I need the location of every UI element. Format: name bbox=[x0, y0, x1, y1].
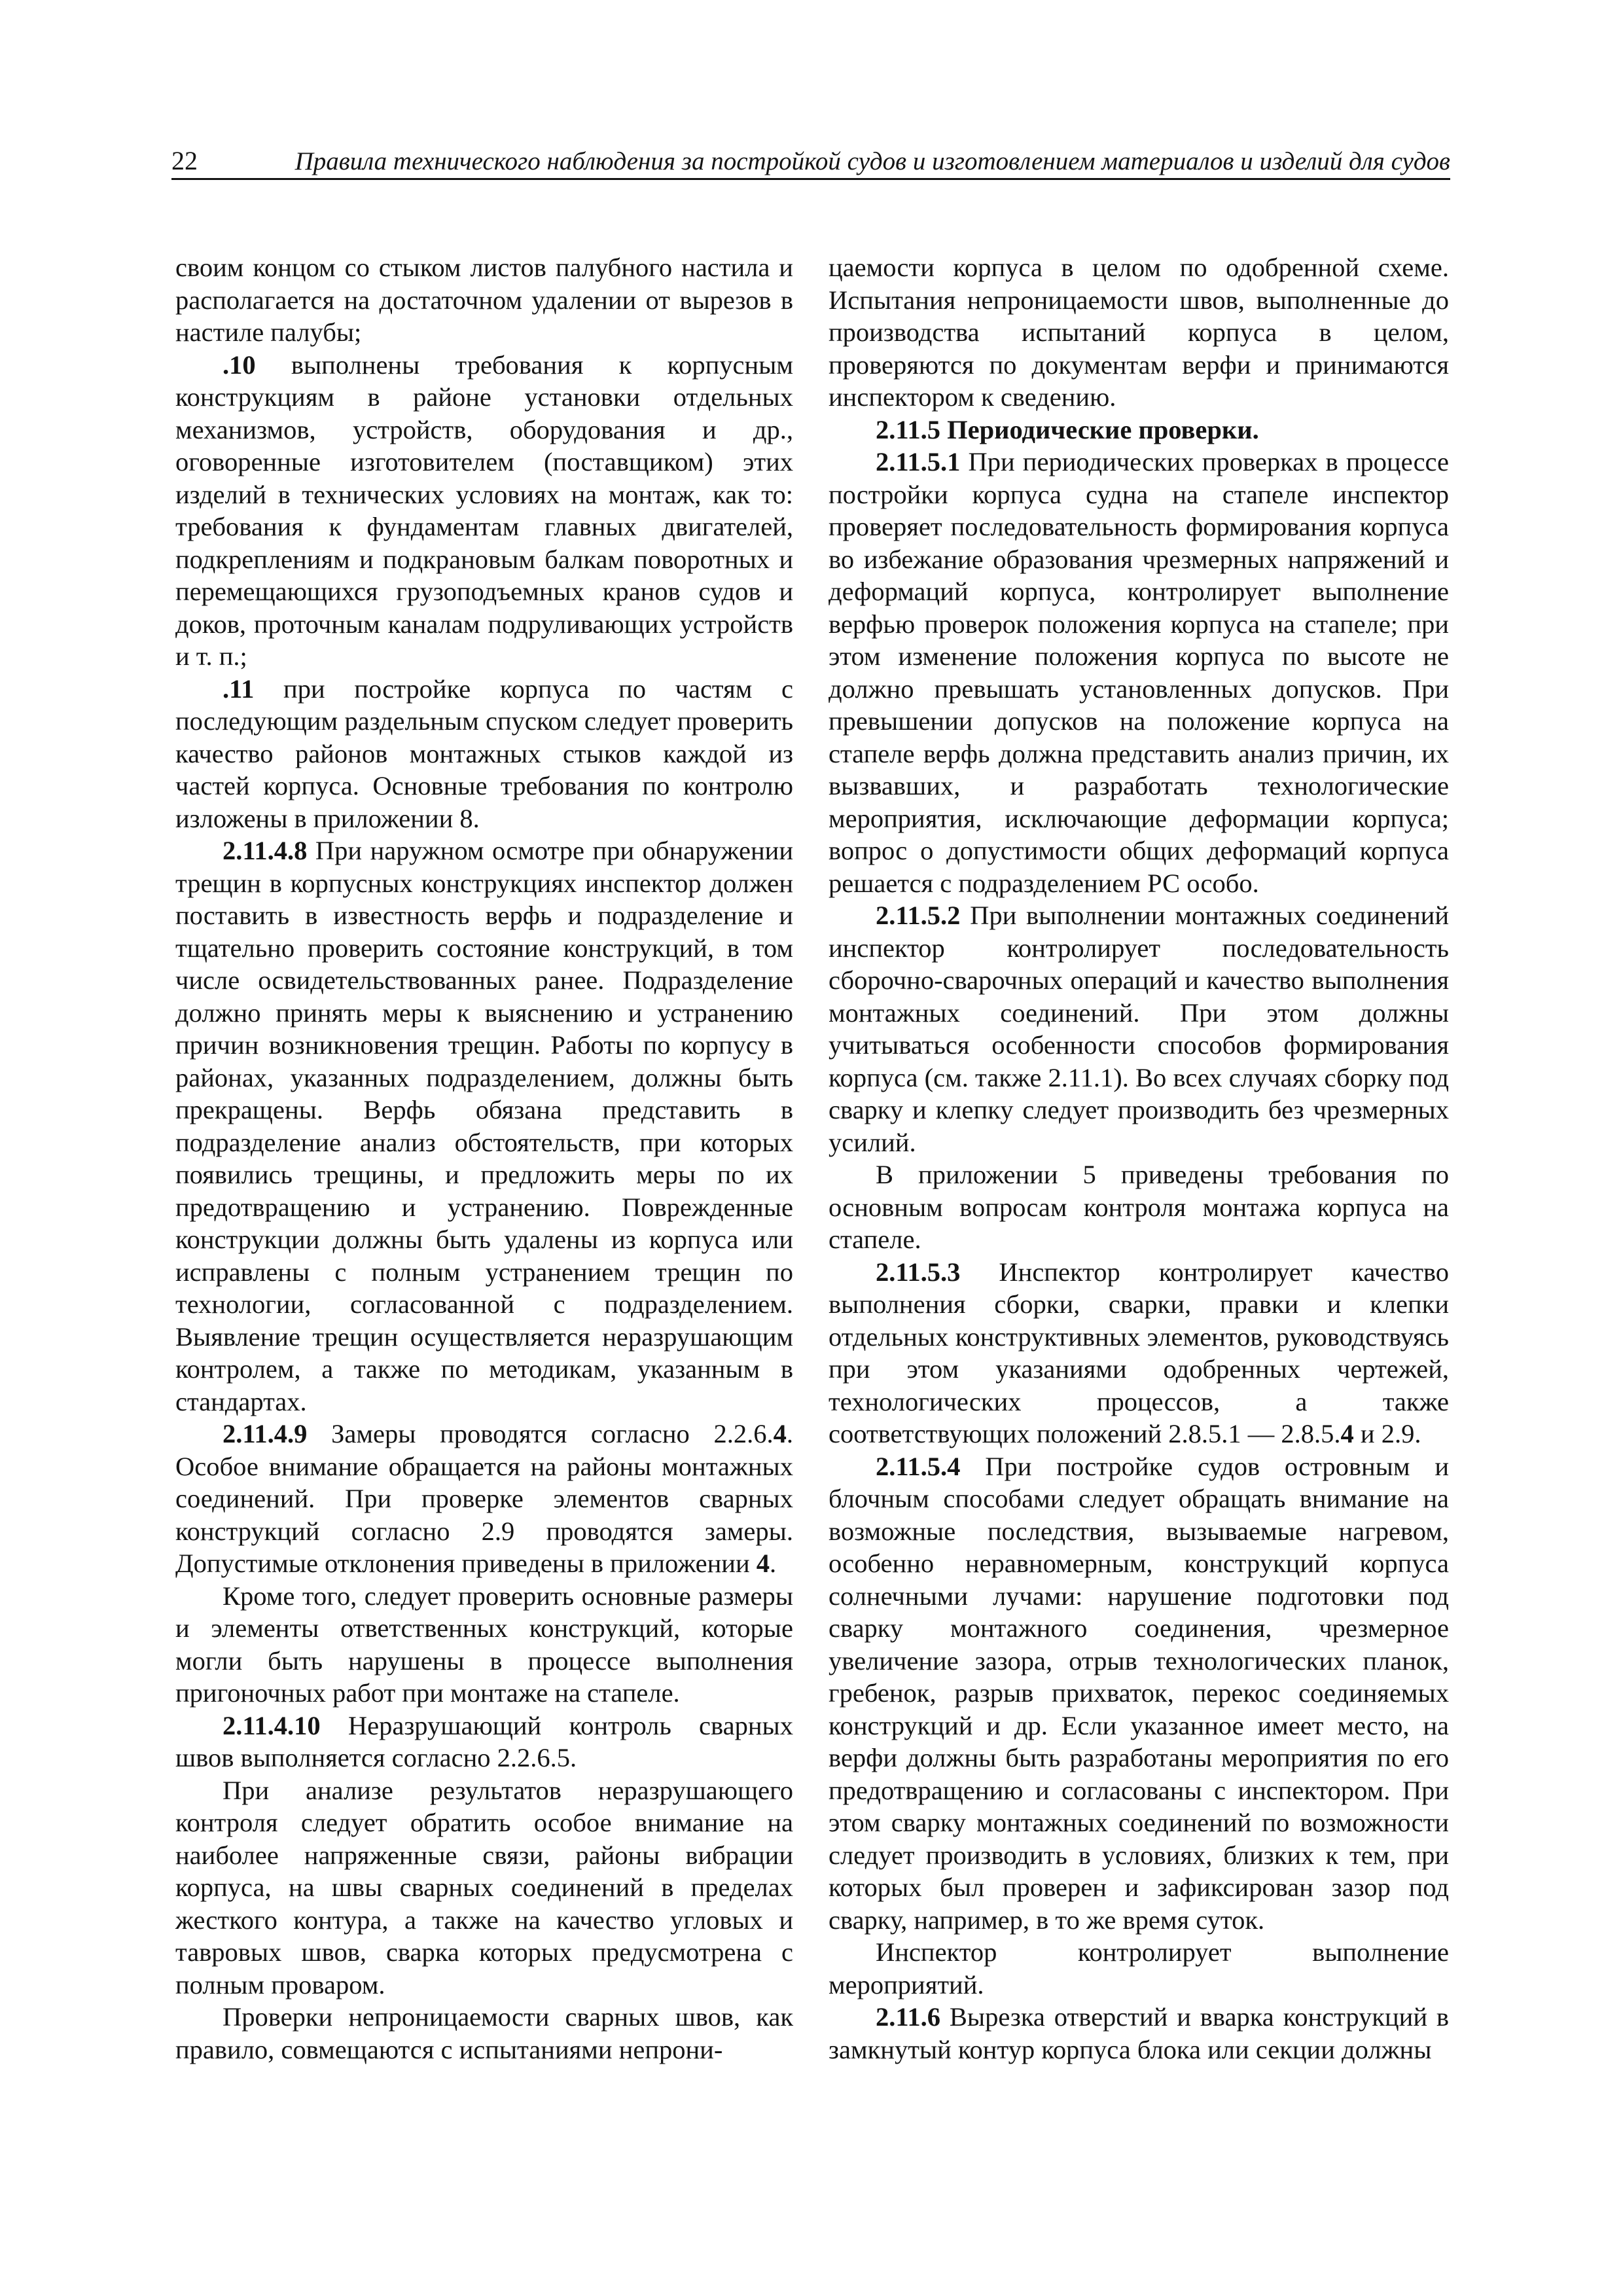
paragraph-2-11-5-4: 2.11.5.4 При постройке судов островным и блочным способами следует обращать внимание на возможные последствия, вызываемые нагревом, особенно неравномерным, конструкций корпуса солнечными лучами: нарушение подготовки под сварку монтажного соединения, чрезмерное увеличение зазора, отрыв технологических планок, гребенок, разрыв прихваток, перекос соединяемых конструкций и др. Если указанное имеет место, на верфи должны быть разработаны мероприятия по его предотвращению и согласованы с инспектором. При этом сварку монтажных соединений по возможности следует производить в условиях, близких к тем, при которых был проверен и зафиксирован зазор под сварку, например, в то же время суток. bbox=[829, 1451, 1449, 1935]
right-column bbox=[829, 251, 1449, 2066]
paragraph-continuation: своим концом со стыком листов палубного настила и располагается на достаточном удалении от вырезов в настиле палубы; bbox=[175, 253, 793, 347]
page-number: 22 bbox=[171, 146, 198, 175]
paragraph-2-11-6: 2.11.6 Вырезка отверстий и вварка конструкций в замкнутый контур корпуса блока или секции должны bbox=[829, 2002, 1449, 2064]
paragraph: Кроме того, следует проверить основные размеры и элементы ответственных конструкций, которые могли быть нарушены в процессе выполнения пригоночных работ при монтаже на стапеле. bbox=[175, 1581, 793, 1708]
section-heading-2-11-5: 2.11.5 Периодические проверки. bbox=[876, 414, 1259, 444]
paragraph-2-11-5-3: 2.11.5.3 Инспектор контролирует качество выполнения сборки, сварки, правки и клепки отдельных конструктивных элементов, руководствуясь при этом указаниями одобренных чертежей, технологических процессов, а также соответствующих положений 2.8.5.1 — 2.8.5.4 и 2.9. bbox=[829, 1257, 1449, 1448]
running-title: Правила технического наблюдения за постройкой судов и изготовлением материалов и изделий для судов bbox=[294, 147, 1450, 175]
paragraph-2-11-5-2: 2.11.5.2 При выполнении монтажных соединений инспектор контролирует последовательность сборочно-сварочных операций и качество выполнения монтажных соединений. При этом должны учитываться особенности способов формирования корпуса (см. также 2.11.1). Во всех случаях сборку под сварку и клепку следует производить без чрезмерных усилий. bbox=[829, 901, 1449, 1157]
paragraph: В приложении 5 приведены требования по основным вопросам контроля монтажа корпуса на стапеле. bbox=[829, 1160, 1449, 1254]
paragraph-item-10: .10 выполнены требования к корпусным конструкциям в районе установки отдельных механизмов, устройств, оборудования и др., оговоренные изготовителем (поставщиком) этих изделий в технических условиях на монтаж, как то: требования к фундаментам главных двигателей, подкреплениям и подкрановым балкам поворотных и перемещающихся грузоподъемных кранов судов и доков, проточным каналам подруливающих устройств и т. п.; bbox=[175, 350, 793, 671]
paragraph-continuation: цаемости корпуса в целом по одобренной схеме. Испытания непроницаемости швов, выполненные до производства испытаний корпуса в целом, проверяются по документам верфи и принимаются инспектором к сведению. bbox=[829, 253, 1449, 412]
paragraph-2-11-4-9: 2.11.4.9 Замеры проводятся согласно 2.2.6.4. Особое внимание обращается на районы монтажных соединений. При проверке элементов сварных конструкций согласно 2.9 проводятся замеры. Допустимые отклонения приведены в приложении 4. bbox=[175, 1419, 793, 1578]
left-column bbox=[175, 251, 793, 2066]
page-header bbox=[171, 143, 1450, 180]
paragraph: Проверки непроницаемости сварных швов, как правило, совмещаются с испытаниями непрони- bbox=[175, 2002, 793, 2064]
paragraph: При анализе результатов неразрушающего контроля следует обратить особое внимание на наиболее напряженные связи, районы вибрации корпуса, на швы сварных соединений в пределах жесткого контура, а также на качество угловых и тавровых швов, сварка которых предусмотрена с полным проваром. bbox=[175, 1775, 793, 2000]
paragraph-2-11-4-10: 2.11.4.10 Неразрушающий контроль сварных швов выполняется согласно 2.2.6.5. bbox=[175, 1710, 793, 1772]
paragraph-2-11-5-1: 2.11.5.1 При периодических проверках в процессе постройки корпуса судна на стапеле инспектор проверяет последовательность формирования корпуса во избежание образования чрезмерных напряжений и деформаций корпуса, контролирует выполнение верфью проверок положения корпуса на стапеле; при этом изменение положения корпуса по высоте не должно превышать установленных допусков. При превышении допусков на положение корпуса на стапеле верфь должна представить анализ причин, их вызвавших, и разработать технологические мероприятия, исключающие деформации корпуса; вопрос о допустимости общих деформаций корпуса решается с подразделением РС особо. bbox=[829, 447, 1449, 898]
paragraph-2-11-4-8: 2.11.4.8 При наружном осмотре при обнаружении трещин в корпусных конструкциях инспектор должен поставить в известность верфь и подразделение и тщательно проверить состояние конструкций, в том числе освидетельствованных ранее. Подразделение должно принять меры к выяснению и устранению причин возникновения трещин. Работы по корпусу в районах, указанных подразделением, должны быть прекращены. Верфь обязана представить в подразделение анализ обстоятельств, при которых появились трещины, и предложить меры по их предотвращению и устранению. Поврежденные конструкции должны быть удалены из корпуса или исправлены с полным устранением трещин по технологии, согласованной с подразделением. Выявление трещин осуществляется неразрушающим контролем, а также по методикам, указанным в стандартах. bbox=[175, 836, 793, 1416]
paragraph: Инспектор контролирует выполнение мероприятий. bbox=[829, 1937, 1449, 2000]
paragraph-item-11: .11 при постройке корпуса по частям с последующим раздельным спуском следует проверить качество районов монтажных стыков каждой из частей корпуса. Основные требования по контролю изложены в приложении 8. bbox=[175, 673, 793, 833]
